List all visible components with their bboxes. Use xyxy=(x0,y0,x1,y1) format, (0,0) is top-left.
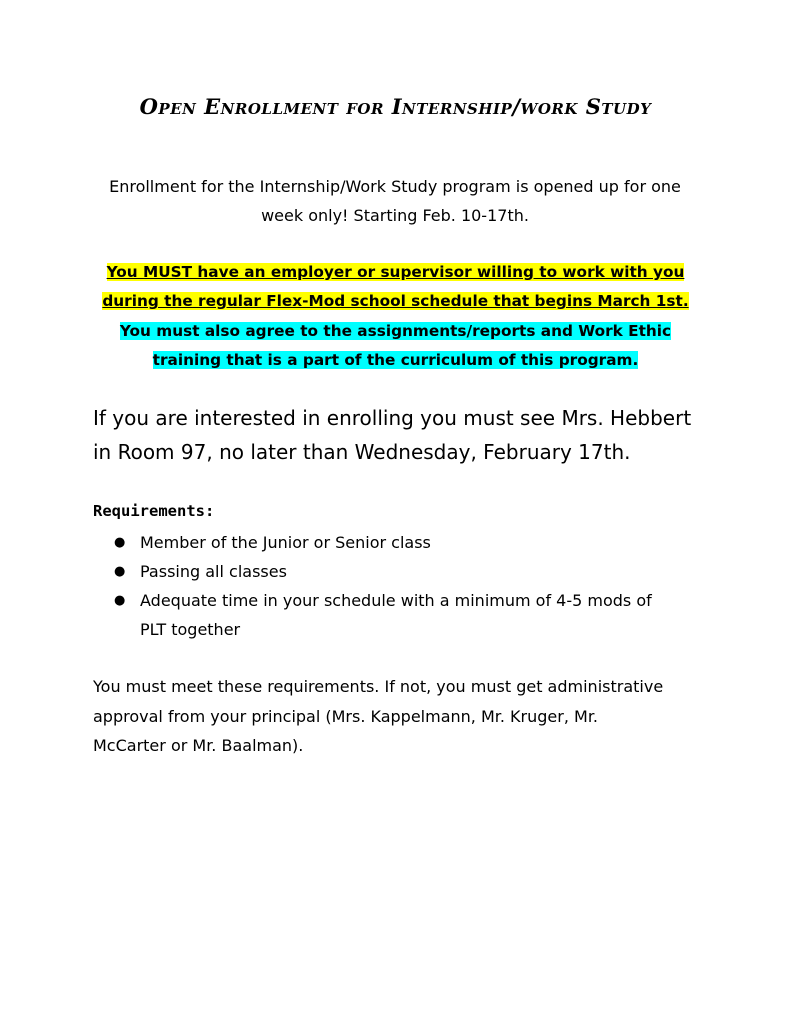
employer-requirement-highlight: You MUST have an employer or supervisor willing to work with you during the regular Flex-Mod school schedule that begins March 1st. xyxy=(102,263,689,311)
page-title: Open Enrollment for Internship/work Study xyxy=(139,94,652,119)
intro-paragraph: Enrollment for the Internship/Work Study program is opened up for one week only! Starting Feb. 10-17th. xyxy=(109,177,681,225)
requirement-text: Member of the Junior or Senior class xyxy=(140,533,431,552)
closing-paragraph: You must meet these requirements. If not, you must get administrative approval from your principal (Mrs. Kappelmann, Mr. Kruger, Mr. McCarter or Mr. Baalman). xyxy=(93,677,664,755)
notice-end-period: . xyxy=(632,350,639,369)
curriculum-agreement-highlight: You must also agree to the assignments/reports and Work Ethic training that is a part of the curriculum of this program xyxy=(119,321,672,369)
requirements-heading: Requirements: xyxy=(93,502,215,520)
list-item xyxy=(112,557,682,586)
interest-paragraph: If you are interested in enrolling you must see Mrs. Hebbert in Room 97, no later than Wednesday, February 17th. xyxy=(93,406,692,464)
bullet-icon: ● xyxy=(114,535,126,550)
bullet-icon: ● xyxy=(114,564,126,579)
requirement-text: Adequate time in your schedule with a minimum of 4-5 mods of PLT together xyxy=(140,591,652,639)
bullet-icon: ● xyxy=(114,593,126,608)
list-item xyxy=(112,586,682,644)
list-item xyxy=(112,528,682,557)
notice-paragraph xyxy=(92,258,699,375)
requirements-list xyxy=(112,528,682,644)
requirement-text: Passing all classes xyxy=(140,562,287,581)
